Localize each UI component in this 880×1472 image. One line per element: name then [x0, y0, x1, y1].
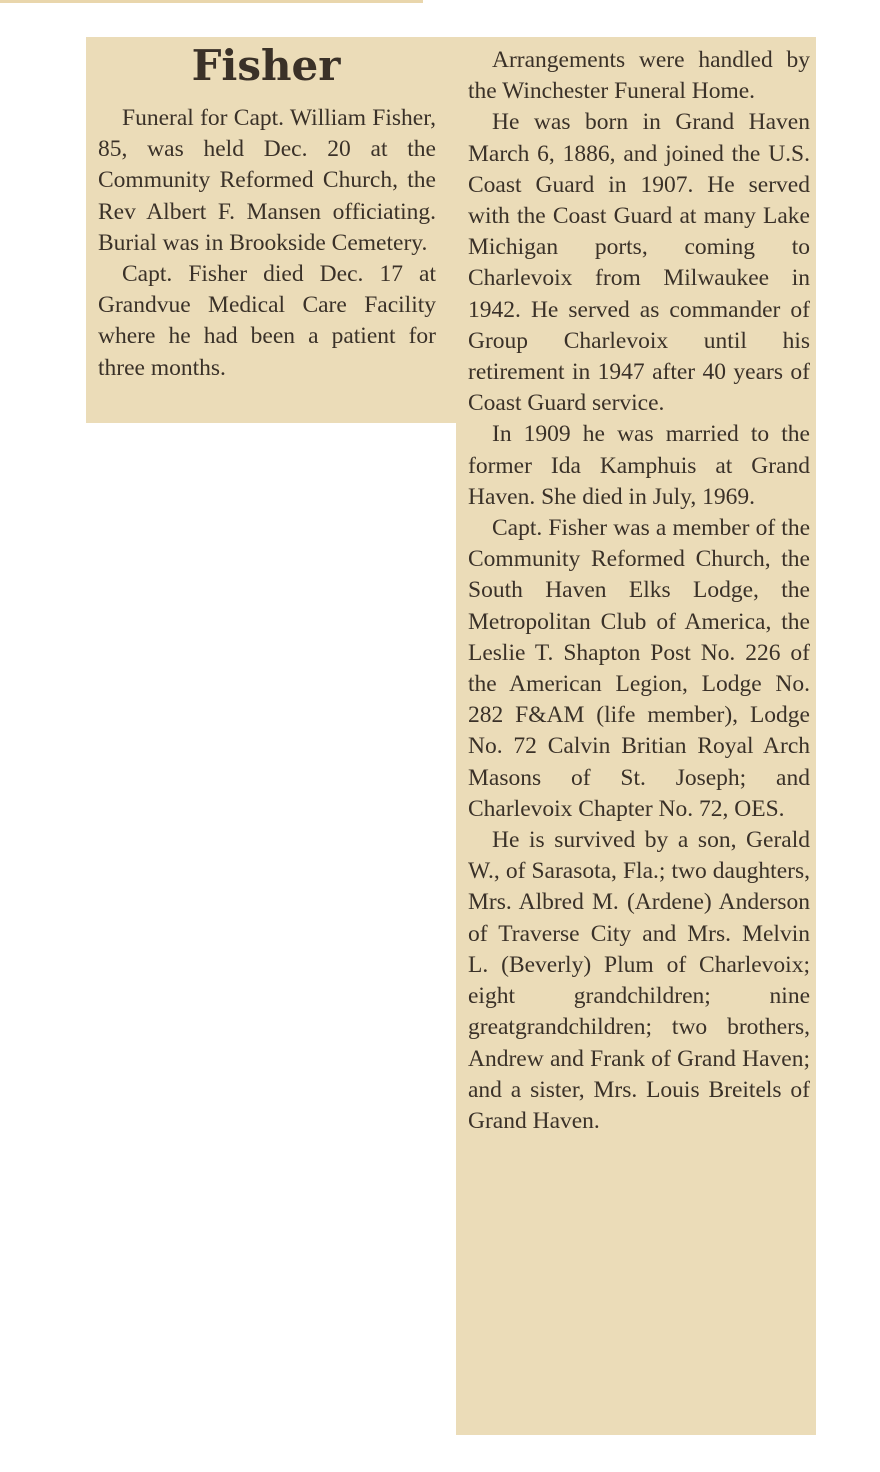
paragraph-arrangements: Arrangements were handled by the Winchester Funeral Home.: [468, 47, 810, 105]
paragraph-death: Capt. Fisher died Dec. 17 at Grandvue Medical Care Facility where he had been a patient for three months.: [98, 261, 436, 381]
paragraph-memberships: Capt. Fisher was a member of the Community Reformed Church, the South Haven Elks Lodge, the Metropolitan Club of America, the Leslie T. Shapton Post No. 226 of the American Legion, Lodge No. 282 F&AM (life member), Lodge No. 72 Calvin Britian Royal Arch Masons of St. Joseph; and Charlevoix Chapter No. 72, OES.: [468, 515, 810, 822]
obituary-headline: Fisher: [191, 41, 341, 90]
right-column: [468, 45, 810, 1137]
paragraph-biography: He was born in Grand Haven March 6, 1886, and joined the U.S. Coast Guard in 1907. He served with the Coast Guard at many Lake Michigan ports, coming to Charlevoix from Milwaukee in 1942. He served as commander of Group Charlevoix until his retirement in 1947 after 40 years of Coast Guard service.: [468, 109, 810, 417]
paragraph-marriage: In 1909 he was married to the former Ida Kamphuis at Grand Haven. She died in July, 1969.: [468, 421, 810, 510]
left-column: [98, 103, 436, 384]
paragraph-survivors: He is survived by a son, Gerald W., of Sarasota, Fla.; two daughters, Mrs. Albred M. (Ardene) Anderson of Traverse City and Mrs. Melvin L. (Beverly) Plum of Charlevoix; eight grandchildren; nine greatgrandchildren; two brothers, Andrew and Frank of Grand Haven; and a sister, Mrs. Louis Breitels of Grand Haven.: [468, 827, 810, 1134]
paragraph-funeral: Funeral for Capt. William Fisher, 85, was held Dec. 20 at the Community Reformed Church, the Rev Albert F. Mansen officiating. Burial was in Brookside Cemetery.: [98, 105, 436, 256]
top-border-line: [0, 0, 423, 3]
